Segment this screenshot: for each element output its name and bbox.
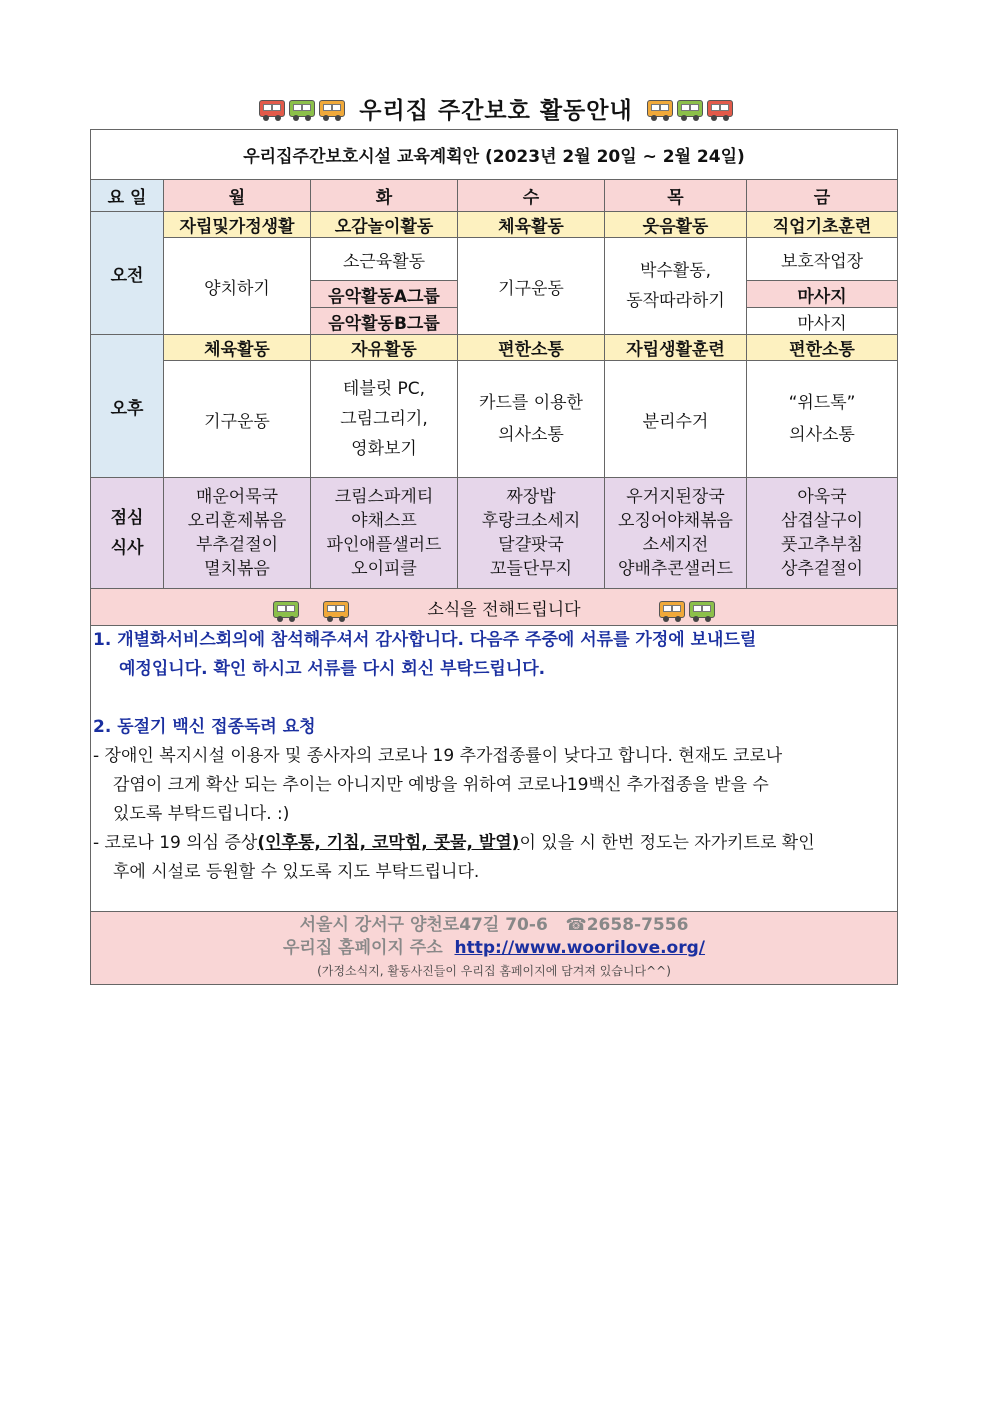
morning-activity-thu: 웃음활동 (605, 212, 747, 238)
footer (91, 912, 898, 985)
afternoon-activity-thu: 자립생활훈련 (605, 335, 747, 361)
morning-activity-fri: 직업기초훈련 (747, 212, 898, 238)
news-heading-row (91, 589, 898, 626)
news-item-2-p1-line-1: - 장애인 복지시설 이용자 및 종사자의 코로나 19 추가접종률이 낮다고 합니다. 현재도 코로나 (93, 746, 783, 766)
news-item-2-p2-suffix: 이 있을 시 한번 정도는 자가키트로 확인 (519, 833, 815, 853)
lunch-menu-wed: 짜장밥 후랑크소세지 달걀팟국 꼬들단무지 (458, 478, 605, 589)
news-item-2-p2-prefix: - 코로나 19 의심 증상 (93, 833, 258, 853)
train-car-icon (323, 601, 349, 618)
lunch-menu-mon: 매운어묵국 오리훈제볶음 부추겉절이 멸치볶음 (164, 478, 311, 589)
afternoon-activity-tue: 자유활동 (311, 335, 458, 361)
day-tue: 화 (311, 180, 458, 212)
afternoon-activity-wed: 편한소통 (458, 335, 605, 361)
lunch-menu-fri: 아욱국 삼겹살구이 풋고추부침 상추겉절이 (747, 478, 898, 589)
train-decoration-right (647, 100, 733, 117)
news-item-2-symptoms: (인후통, 기침, 코막힘, 콧물, 발열) (257, 833, 520, 853)
lunch-label: 점심 식사 (91, 478, 164, 589)
day-fri: 금 (747, 180, 898, 212)
morning-detail-mon: 양치하기 (164, 238, 311, 335)
train-decoration-news-right (659, 601, 715, 618)
train-car-icon (677, 100, 703, 117)
news-item-1-line-1: 1. 개별화서비스회의에 참석해주셔서 감사합니다. 다음주 주중에 서류를 가정에 보내드릴 (93, 630, 757, 650)
morning-detail-fri-1: 보호작업장 (747, 238, 898, 281)
footer-phone: ☎2658-7556 (565, 914, 689, 935)
footer-note: (가정소식지, 활동사진들이 우리집 홈페이지에 담겨져 있습니다^^) (317, 963, 671, 978)
train-car-icon (707, 100, 733, 117)
morning-activity-tue: 오감놀이활동 (311, 212, 458, 238)
morning-detail-fri-3: 마사지 (747, 308, 898, 335)
plan-title: 우리집주간보호시설 교육계획안 (2023년 2월 20일 ~ 2월 24일) (91, 130, 898, 180)
train-car-icon (689, 601, 715, 618)
footer-homepage-label: 우리집 홈페이지 주소 (283, 937, 443, 958)
train-car-icon (659, 601, 685, 618)
schedule-table (90, 129, 898, 985)
afternoon-detail-thu: 분리수거 (605, 361, 747, 478)
news-item-1-line-2: 예정입니다. 확인 하시고 서류를 다시 회신 부탁드립니다. (119, 659, 546, 679)
news-item-2-p2-line-2: 후에 시설로 등원할 수 있도록 지도 부탁드립니다. (113, 862, 480, 882)
afternoon-detail-mon: 기구운동 (164, 361, 311, 478)
day-mon: 월 (164, 180, 311, 212)
train-car-icon (647, 100, 673, 117)
news-body (91, 626, 898, 912)
news-item-2-title: 2. 동절기 백신 접종독려 요청 (93, 717, 316, 737)
morning-detail-tue-2: 음악활동A그룹 (311, 281, 458, 308)
news-heading: 소식을 전해드립니다 (427, 599, 581, 620)
day-wed: 수 (458, 180, 605, 212)
train-car-icon (289, 100, 315, 117)
afternoon-detail-wed: 카드를 이용한 의사소통 (458, 361, 605, 478)
afternoon-activity-fri: 편한소통 (747, 335, 898, 361)
afternoon-detail-fri: “위드톡” 의사소통 (747, 361, 898, 478)
train-decoration-left (259, 100, 345, 117)
morning-detail-tue-1: 소근육활동 (311, 238, 458, 281)
lunch-menu-tue: 크림스파게티 야채스프 파인애플샐러드 오이피클 (311, 478, 458, 589)
lunch-menu-thu: 우거지된장국 오징어야채볶음 소세지전 양배추콘샐러드 (605, 478, 747, 589)
morning-detail-thu: 박수활동, 동작따라하기 (605, 238, 747, 335)
footer-address-line (91, 914, 897, 937)
train-decoration-news-left (273, 601, 349, 618)
morning-detail-tue-3: 음악활동B그룹 (311, 308, 458, 335)
morning-label: 오전 (91, 212, 164, 335)
homepage-link[interactable]: http://www.woorilove.org/ (454, 937, 706, 958)
news-item-2-p1-line-2: 감염이 크게 확산 되는 추이는 아니지만 예방을 위하여 코로나19백신 추가접종을 받을 수 (113, 775, 769, 795)
afternoon-label: 오후 (91, 335, 164, 478)
page-title: 우리집 주간보호 활동안내 (359, 97, 633, 124)
morning-detail-wed: 기구운동 (458, 238, 605, 335)
day-label: 요 일 (91, 180, 164, 212)
footer-address: 서울시 강서구 양천로47길 70-6 (299, 914, 548, 935)
train-car-icon (319, 100, 345, 117)
morning-detail-fri-2: 마사지 (747, 281, 898, 308)
morning-activity-wed: 체육활동 (458, 212, 605, 238)
afternoon-detail-tue: 테블릿 PC, 그림그리기, 영화보기 (311, 361, 458, 478)
news-item-2-p2-line-1 (93, 829, 897, 858)
afternoon-activity-mon: 체육활동 (164, 335, 311, 361)
morning-activity-mon: 자립및가정생활 (164, 212, 311, 238)
news-item-2-p1-line-3: 있도록 부탁드립니다. :) (113, 804, 290, 824)
train-car-icon (273, 601, 299, 618)
page-header (0, 88, 992, 128)
train-car-icon (259, 100, 285, 117)
day-thu: 목 (605, 180, 747, 212)
footer-homepage-line (91, 937, 897, 960)
